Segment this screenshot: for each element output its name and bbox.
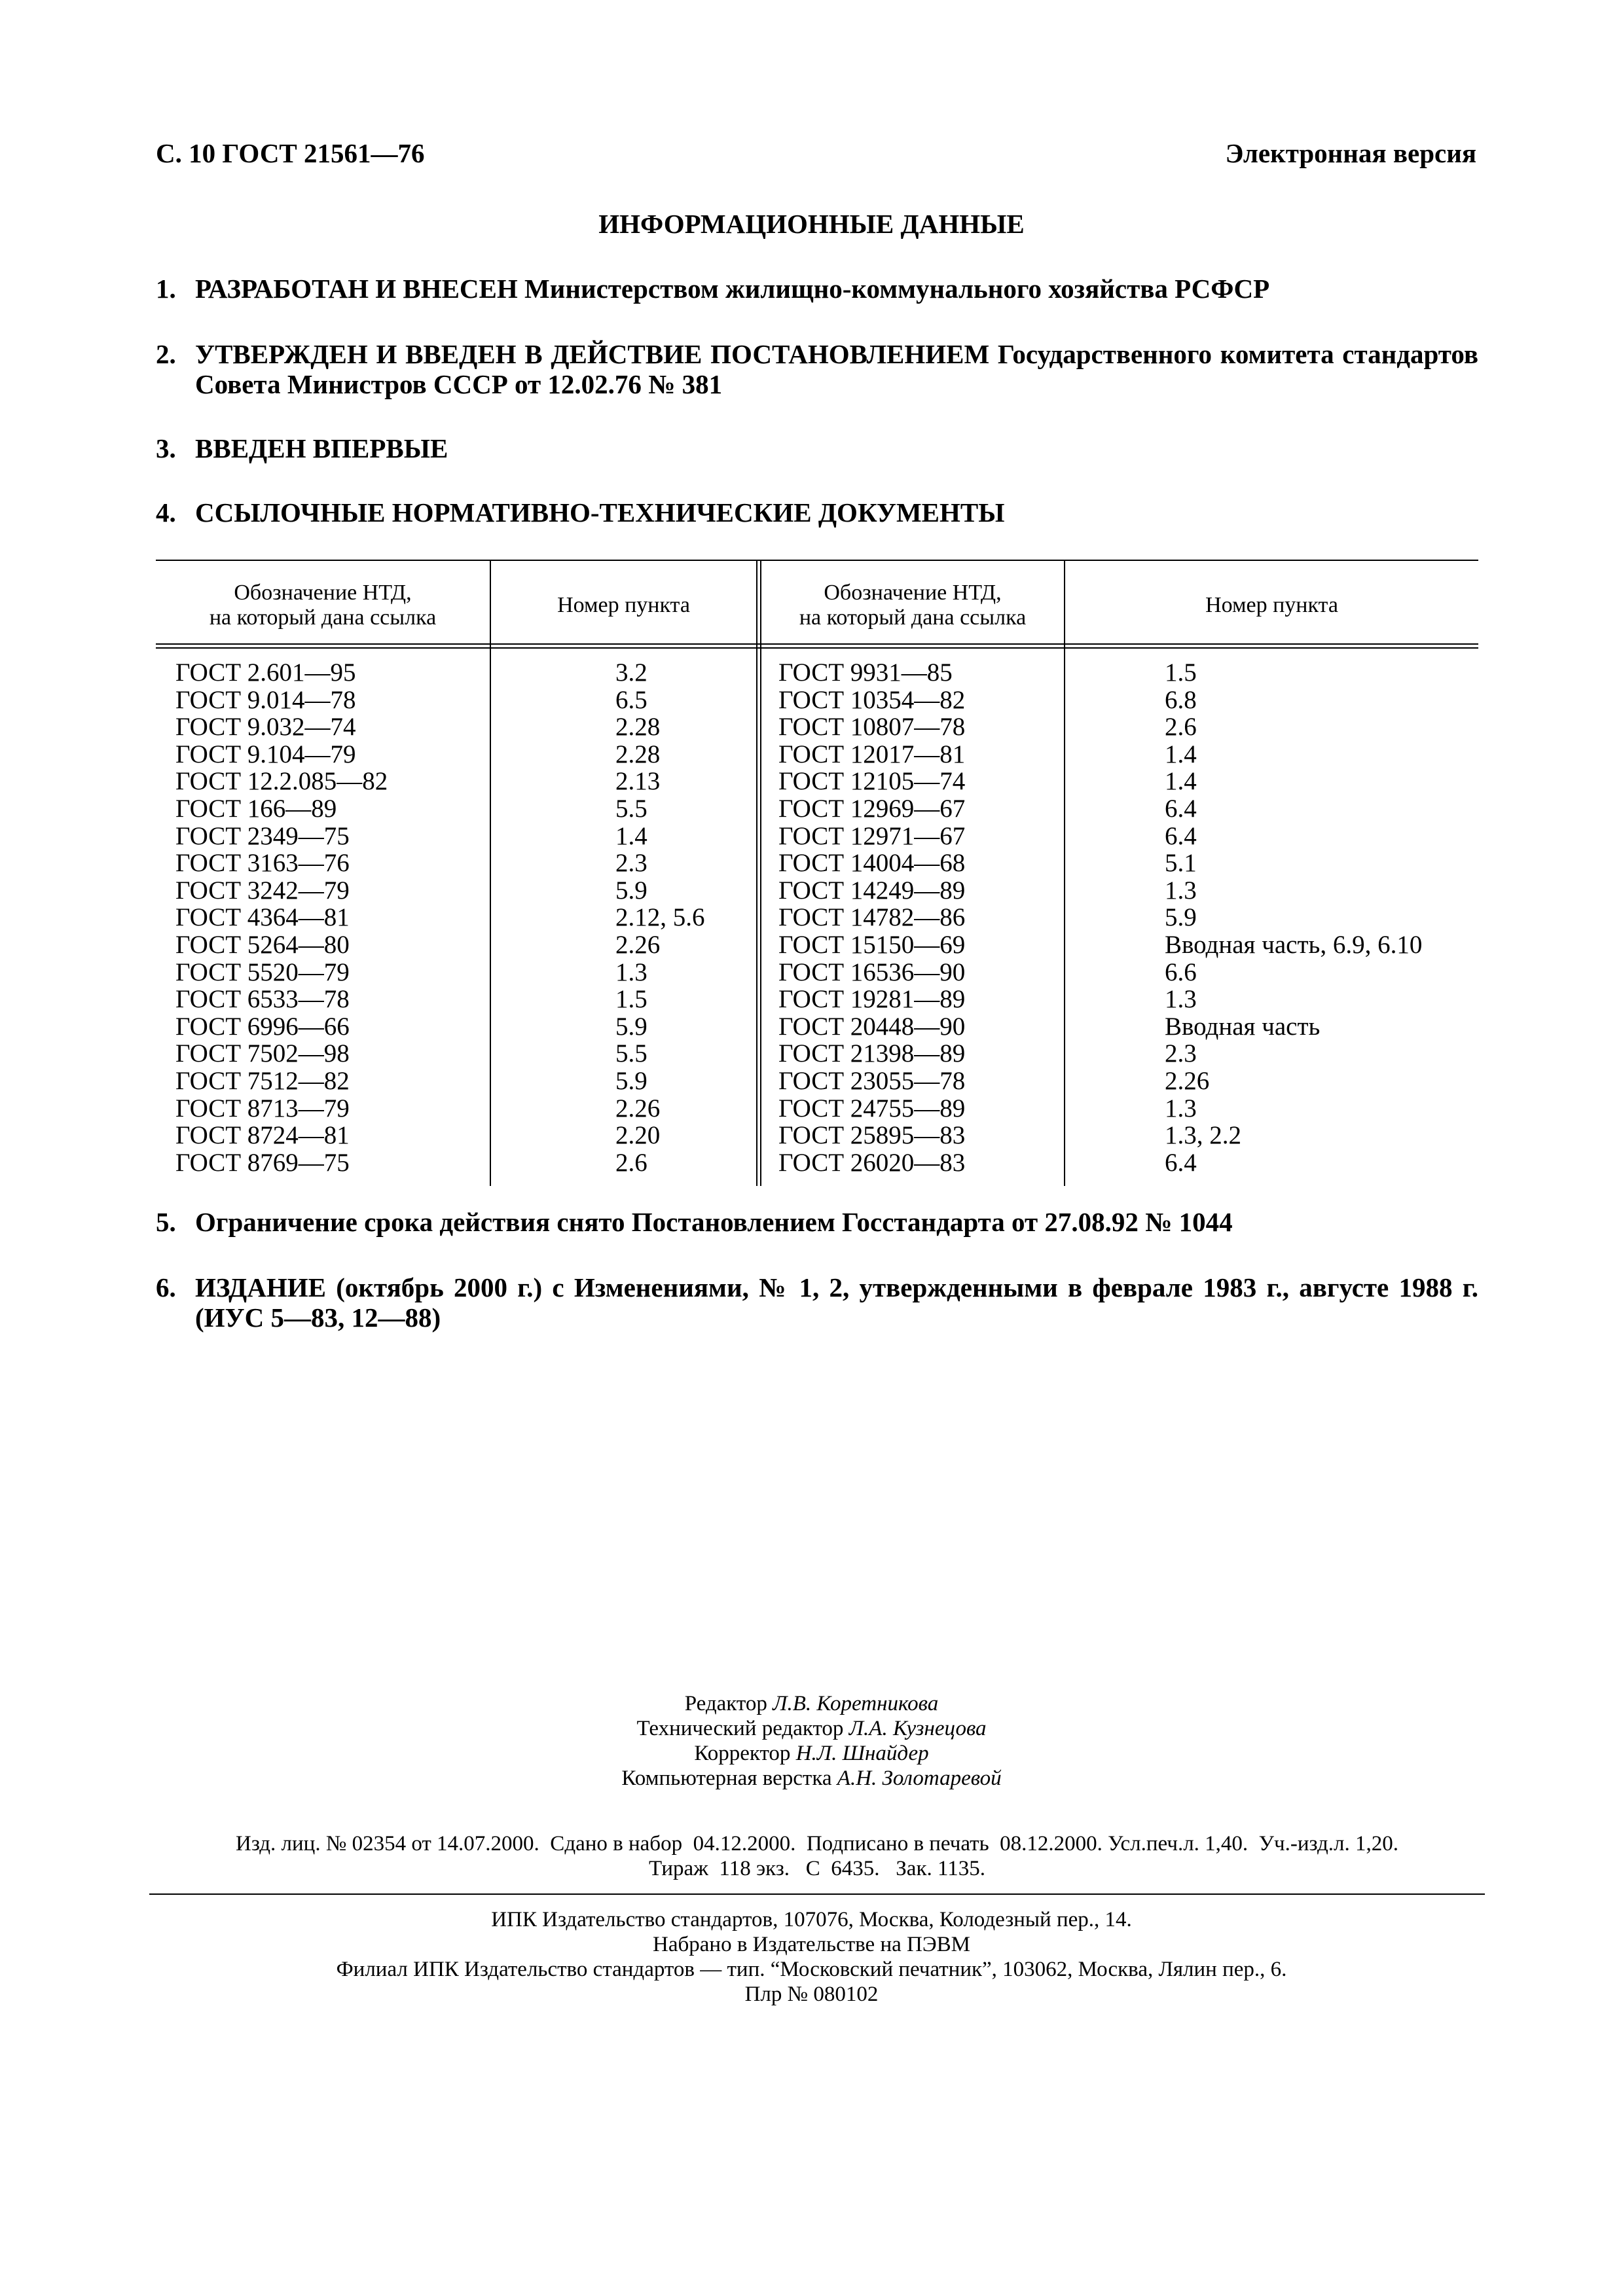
info-item-1 [156, 274, 1478, 304]
info-item-3 [156, 433, 1478, 463]
page-header-version: Электронная версия [1225, 138, 1476, 168]
point-number-cell: 5.9 [615, 1066, 647, 1095]
ntd-designation-cell: ГОСТ 12971—67 [778, 821, 966, 850]
point-number-cell: 1.3 [615, 958, 647, 986]
ntd-designation-cell: ГОСТ 8713—79 [175, 1094, 350, 1122]
point-number-cell: 1.4 [1165, 767, 1197, 796]
point-number-cell: 5.5 [615, 1039, 647, 1068]
ntd-designation-cell: ГОСТ 3163—76 [175, 849, 350, 878]
item-text: Министерством жилищно-коммунального хозяйства РСФСР [524, 274, 1270, 304]
point-number-cell: 6.5 [615, 685, 647, 714]
table-header-rule-2 [156, 647, 1478, 649]
table-top-rule [156, 560, 1478, 561]
ntd-designation-cell: ГОСТ 2.601—95 [175, 658, 356, 687]
footer-line-3: Филиал ИПК Издательство стандартов — тип. “Московский печатник”, 103062, Москва, Лялин пер., 6. [336, 1958, 1287, 1981]
ntd-designation-cell: ГОСТ 19281—89 [778, 985, 966, 1014]
item-lead: РАЗРАБОТАН И ВНЕСЕН [195, 274, 518, 304]
item-text: Государственного комитета стандартов Совета Министров СССР от 12.02.76 № 381 [195, 339, 1478, 399]
point-number-cell: 2.26 [615, 930, 661, 959]
point-number-cell: 5.9 [1165, 903, 1197, 932]
point-number-cell: 1.5 [615, 985, 647, 1014]
point-number-cell: 5.9 [615, 876, 647, 905]
point-number-cell: 2.28 [615, 713, 661, 742]
header-ntd-left: Обозначение НТД, на который дана ссылка [209, 581, 437, 630]
point-number-cell: 5.5 [615, 794, 647, 823]
point-number-cell: 5.1 [1165, 849, 1197, 878]
left-ntd-column [175, 659, 388, 1176]
point-number-cell: Вводная часть [1165, 1012, 1321, 1041]
point-number-cell: 3.2 [615, 658, 647, 687]
point-number-cell: 2.6 [1165, 713, 1197, 742]
item-number: 6. [156, 1272, 176, 1302]
right-ntd-column [778, 659, 965, 1176]
item-lead: УТВЕРЖДЕН И ВВЕДЕН В ДЕЙСТВИЕ ПОСТАНОВЛЕНИЕМ [195, 339, 990, 369]
point-number-cell: Вводная часть, 6.9, 6.10 [1165, 930, 1423, 959]
point-number-cell: 1.3 [1165, 985, 1197, 1014]
item-text: (октябрь 2000 г.) с Изменениями, № 1, 2, утвержденными в феврале 1983 г., августе 1988 г. (ИУС 5—83, 12—88) [195, 1272, 1478, 1333]
ntd-designation-cell: ГОСТ 21398—89 [778, 1039, 966, 1068]
publication-line-2: Тираж 118 экз. С 6435. Зак. 1135. [648, 1857, 985, 1880]
footer-divider [149, 1893, 1485, 1895]
tech-editor-role: Технический редактор [636, 1717, 844, 1740]
ntd-designation-cell: ГОСТ 166—89 [175, 794, 337, 823]
table-header-rule [156, 643, 1478, 645]
ntd-designation-cell: ГОСТ 23055—78 [778, 1066, 966, 1095]
point-number-cell: 2.13 [615, 767, 661, 796]
right-point-column [1165, 659, 1422, 1176]
ntd-designation-cell: ГОСТ 12969—67 [778, 794, 966, 823]
editor-name: Л.В. Коретникова [773, 1692, 939, 1715]
point-number-cell: 2.26 [615, 1094, 661, 1122]
ntd-designation-cell: ГОСТ 15150—69 [778, 930, 966, 959]
ntd-designation-cell: ГОСТ 9.032—74 [175, 713, 356, 742]
column-divider [1064, 560, 1065, 1186]
footer-line-4: Плр № 080102 [744, 1982, 879, 2006]
point-number-cell: 2.6 [615, 1148, 647, 1177]
publication-line-1: Изд. лиц. № 02354 от 14.07.2000. Сдано в набор 04.12.2000. Подписано в печать 08.12.2000. Усл.печ.л. 1,40. Уч.-изд.л. 1,20. [235, 1832, 1398, 1856]
ntd-designation-cell: ГОСТ 10807—78 [778, 713, 966, 742]
ntd-designation-cell: ГОСТ 12105—74 [778, 767, 966, 796]
point-number-cell: 1.4 [615, 821, 647, 850]
info-item-4 [156, 497, 1478, 528]
point-number-cell: 6.4 [1165, 794, 1197, 823]
ntd-designation-cell: ГОСТ 10354—82 [778, 685, 966, 714]
ntd-designation-cell: ГОСТ 7502—98 [175, 1039, 350, 1068]
header-ntd-right: Обозначение НТД, на который дана ссылка [799, 581, 1027, 630]
item-lead: ССЫЛОЧНЫЕ НОРМАТИВНО-ТЕХНИЧЕСКИЕ ДОКУМЕНТЫ [195, 497, 1005, 528]
ntd-designation-cell: ГОСТ 9931—85 [778, 658, 953, 687]
ntd-designation-cell: ГОСТ 5520—79 [175, 958, 350, 986]
tech-editor-name: Л.А. Кузнецова [848, 1717, 987, 1740]
ntd-designation-cell: ГОСТ 2349—75 [175, 821, 350, 850]
footer-line-1: ИПК Издательство стандартов, 107076, Москва, Колодезный пер., 14. [491, 1908, 1132, 1931]
item-lead: ИЗДАНИЕ [195, 1272, 326, 1302]
info-item-2 [156, 339, 1478, 399]
ntd-designation-cell: ГОСТ 14004—68 [778, 849, 966, 878]
ntd-designation-cell: ГОСТ 4364—81 [175, 903, 350, 932]
ntd-designation-cell: ГОСТ 7512—82 [175, 1066, 350, 1095]
item-number: 2. [156, 339, 176, 369]
point-number-cell: 2.3 [1165, 1039, 1197, 1068]
ntd-designation-cell: ГОСТ 14249—89 [778, 876, 966, 905]
point-number-cell: 1.3 [1165, 876, 1197, 905]
credits-block [0, 1691, 1623, 1791]
ntd-designation-cell: ГОСТ 25895—83 [778, 1121, 966, 1150]
publication-info [156, 1831, 1478, 1881]
point-number-cell: 2.26 [1165, 1066, 1210, 1095]
item-lead: ВВЕДЕН ВПЕРВЫЕ [195, 433, 448, 463]
column-divider [490, 560, 491, 1186]
ntd-designation-cell: ГОСТ 3242—79 [175, 876, 350, 905]
point-number-cell: 5.9 [615, 1012, 647, 1041]
publisher-footer [0, 1907, 1623, 2007]
item-number: 4. [156, 497, 176, 528]
footer-line-2: Набрано в Издательстве на ПЭВМ [653, 1933, 970, 1956]
proofreader-name: Н.Л. Шнайдер [795, 1742, 929, 1765]
ntd-designation-cell: ГОСТ 14782—86 [778, 903, 966, 932]
point-number-cell: 1.4 [1165, 740, 1197, 768]
ntd-designation-cell: ГОСТ 6533—78 [175, 985, 350, 1014]
point-number-cell: 2.3 [615, 849, 647, 878]
point-number-cell: 6.8 [1165, 685, 1197, 714]
point-number-cell: 1.3, 2.2 [1165, 1121, 1241, 1150]
ntd-designation-cell: ГОСТ 9.104—79 [175, 740, 356, 768]
point-number-cell: 1.5 [1165, 658, 1197, 687]
layout-role: Компьютерная верстка [621, 1767, 832, 1790]
point-number-cell: 6.4 [1165, 821, 1197, 850]
point-number-cell: 2.20 [615, 1121, 661, 1150]
proofreader-role: Корректор [694, 1742, 791, 1765]
point-number-cell: 6.4 [1165, 1148, 1197, 1177]
ntd-designation-cell: ГОСТ 12017—81 [778, 740, 966, 768]
layout-name: А.Н. Золотаревой [837, 1767, 1002, 1790]
section-title: ИНФОРМАЦИОННЫЕ ДАННЫЕ [598, 209, 1025, 239]
item-number: 3. [156, 433, 176, 463]
item-number: 1. [156, 274, 176, 304]
ntd-designation-cell: ГОСТ 9.014—78 [175, 685, 356, 714]
page-header-designation: С. 10 ГОСТ 21561—76 [156, 138, 425, 168]
ntd-designation-cell: ГОСТ 26020—83 [778, 1148, 966, 1177]
info-item-5 [156, 1207, 1478, 1237]
item-number: 5. [156, 1207, 176, 1237]
left-point-column [615, 659, 705, 1176]
point-number-cell: 2.28 [615, 740, 661, 768]
point-number-cell: 2.12, 5.6 [615, 903, 705, 932]
ntd-designation-cell: ГОСТ 24755—89 [778, 1094, 966, 1122]
ntd-designation-cell: ГОСТ 8769—75 [175, 1148, 350, 1177]
ntd-designation-cell: ГОСТ 16536—90 [778, 958, 966, 986]
point-number-cell: 6.6 [1165, 958, 1197, 986]
header-point-right: Номер пункта [1205, 593, 1338, 617]
editor-role: Редактор [684, 1692, 767, 1715]
item-text: Ограничение срока действия снято Постановлением Госстандарта от 27.08.92 № 1044 [195, 1207, 1233, 1237]
point-number-cell: 1.3 [1165, 1094, 1197, 1122]
ntd-designation-cell: ГОСТ 5264—80 [175, 930, 350, 959]
reference-documents-table [156, 560, 1478, 1186]
ntd-designation-cell: ГОСТ 8724—81 [175, 1121, 350, 1150]
center-double-divider-b [760, 560, 761, 1186]
header-point-left: Номер пункта [557, 593, 690, 617]
ntd-designation-cell: ГОСТ 6996—66 [175, 1012, 350, 1041]
ntd-designation-cell: ГОСТ 12.2.085—82 [175, 767, 388, 796]
center-double-divider-a [756, 560, 757, 1186]
ntd-designation-cell: ГОСТ 20448—90 [778, 1012, 966, 1041]
info-item-6 [156, 1272, 1478, 1333]
